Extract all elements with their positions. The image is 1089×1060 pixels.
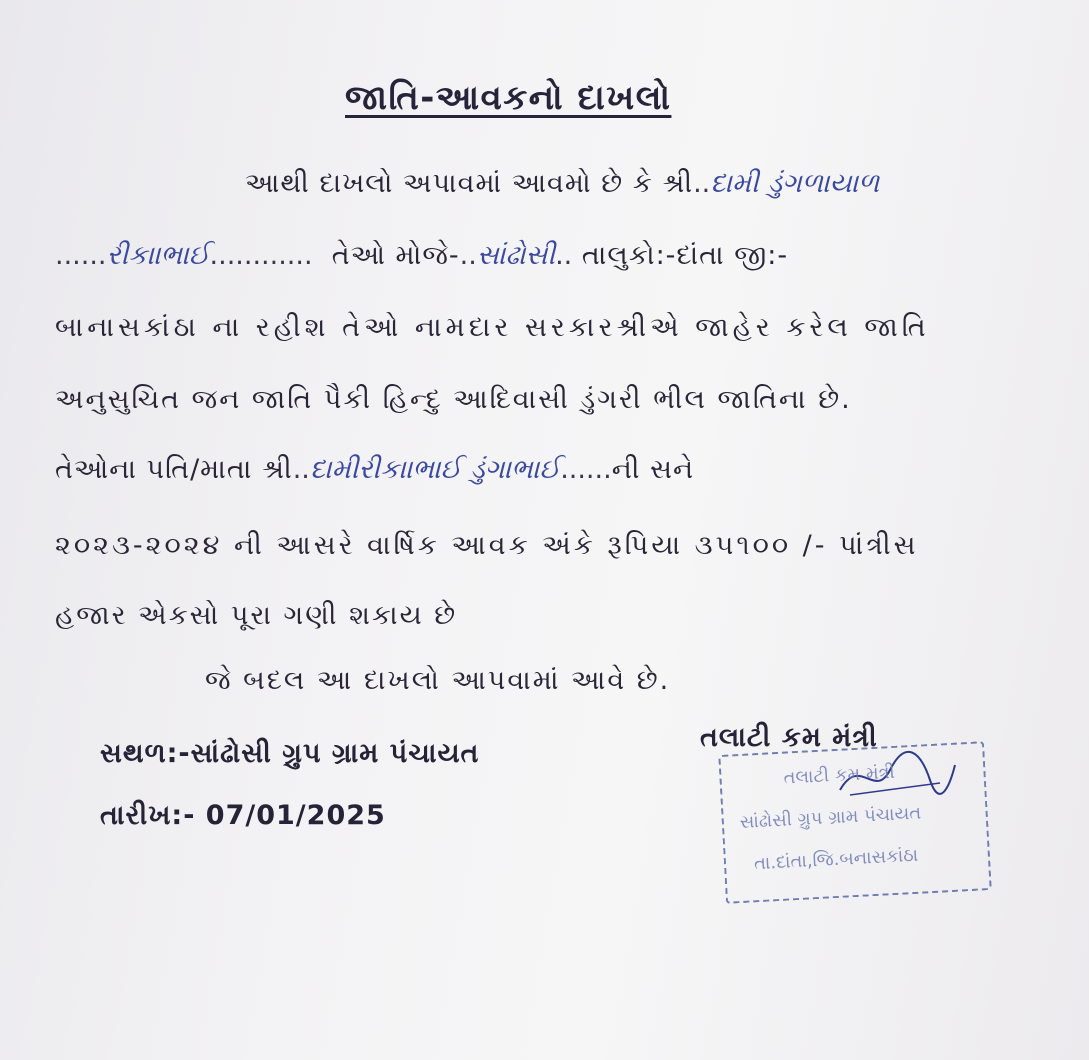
paragraph-line-2: ......રીકાાભાઈ............ તેઓ મોજે-..સાંઢોસી.. તાલુકો:-દાંતા જી:- <box>55 240 789 271</box>
stamp-line-1: તલાટી કમ મંત્રી <box>783 761 896 789</box>
official-stamp <box>718 741 991 904</box>
taluka-label: તાલુકો:-દાંતા જી:- <box>581 240 789 271</box>
parent-label: તેઓના પતિ/માતા શ્રી <box>55 454 293 485</box>
paragraph-line-1: આથી દાખલો અપાવમાં આવમો છે કે શ્રી..દામી ડુંગળાયાળ <box>245 168 880 199</box>
handwritten-name: દામી ડુંગળાયાળ <box>710 168 880 199</box>
handwritten-village: સાંઢોસી <box>476 240 556 271</box>
document-title: જાતિ-આવકનો દાખલો <box>345 78 672 118</box>
paragraph-line-3: બાનાસકાંઠા ના રહીશ તેઓ નામદાર સરકારશ્રીએ જાહેર કરેલ જાતિ <box>55 312 930 343</box>
signatory-designation: તલાટી કમ મંત્રી <box>700 722 878 753</box>
stamp-line-2: સાંઢોસી ગ્રુપ ગ્રામ પંચાયત <box>739 802 922 834</box>
paragraph-line-5: તેઓના પતિ/માતા શ્રી..દામીરીકાાભાઈ ડુંગાભાઈ......ની સને <box>55 454 695 485</box>
paragraph-line-7: હજાર એકસો પૂરા ગણી શકાય છે <box>55 600 458 631</box>
stamp-line-3: તા.દાંતા,જિ.બનાસકાંઠા <box>753 844 919 875</box>
parent-tail: ની સને <box>611 454 695 485</box>
paragraph-line-4: અનુસુચિત જન જાતિ પૈકી હિન્દુ આદિવાસી ડુંગરી ભીલ જાતિના છે. <box>55 384 852 415</box>
date-label: તારીખ:- 07/01/2025 <box>100 800 386 831</box>
place-label: સથળ:-સાંઢોસી ગ્રુપ ગ્રામ પંચાયત <box>100 738 480 769</box>
paragraph-line-8: જે બદલ આ દાખલો આપવામાં આવે છે. <box>205 665 671 696</box>
mouje-label: તેઓ મોજે- <box>331 240 460 271</box>
paragraph-line-6: ૨૦૨૩-૨૦૨૪ ની આસરે વાર્ષિક આવક અંકે રૂપિયા ૩૫૧૦૦ /- પાંત્રીસ <box>55 530 919 561</box>
intro-text: આથી દાખલો અપાવમાં આવમો છે કે શ્રી <box>245 168 694 199</box>
handwritten-parent: દામીરીકાાભાઈ ડુંગાભાઈ <box>309 454 561 485</box>
handwritten-father: રીકાાભાઈ <box>106 240 210 271</box>
